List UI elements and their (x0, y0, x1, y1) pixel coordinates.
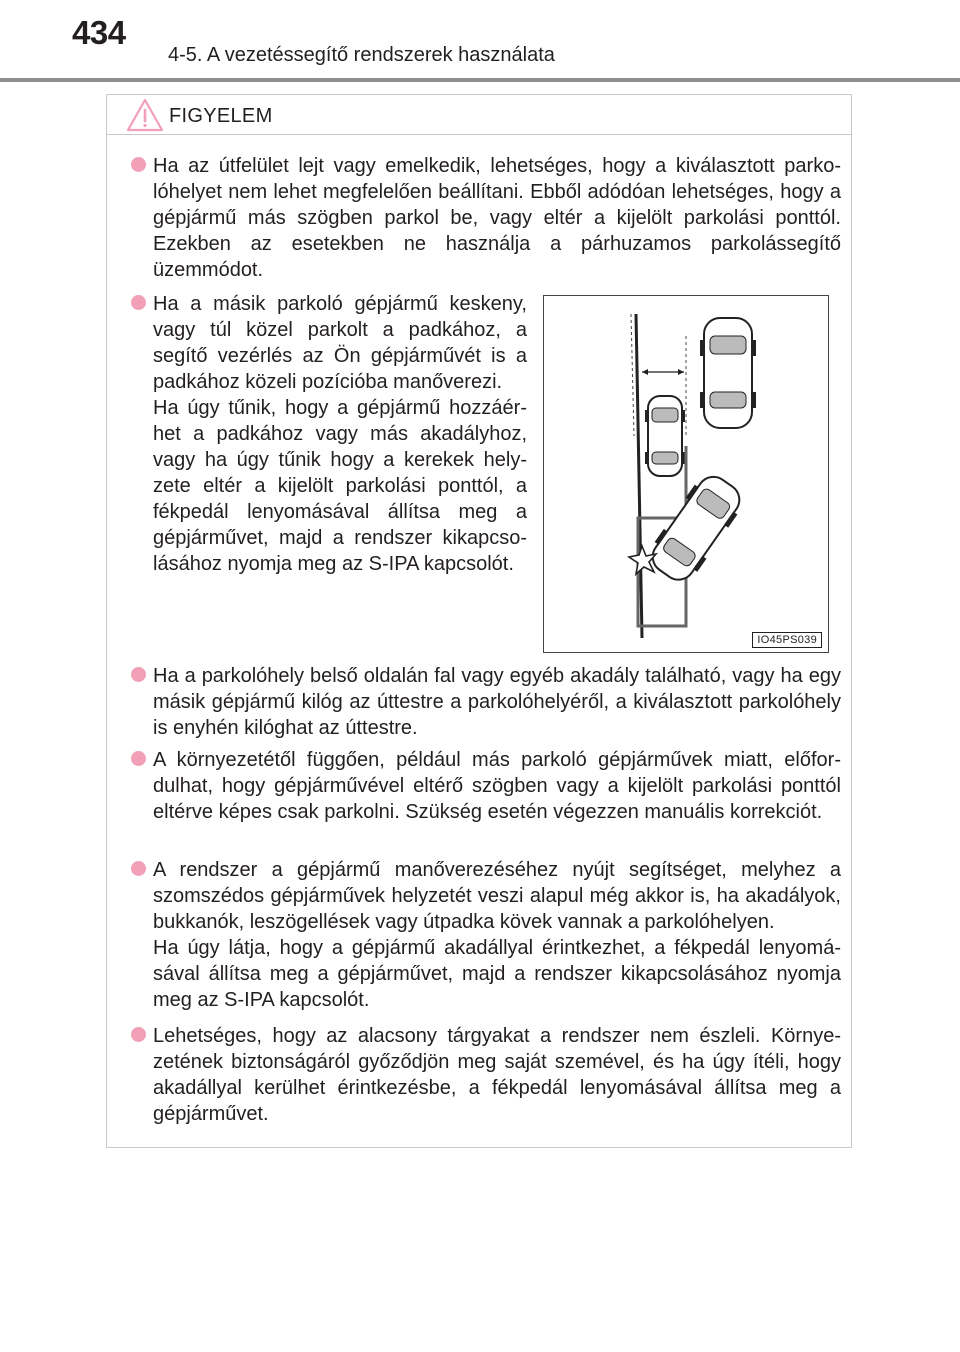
bullet-text: A környezetétől függően, például más parkoló gépjárművek miatt, előfordulhat, hogy gépjárművével eltérő szögben vagy a kijelölt parkolási ponttól eltérve képes csak parkolni. Szükség esetén végezzen manuális korrekciót. (153, 749, 841, 823)
bullet-text: Ha az útfelület lejt vagy emelkedik, lehetséges, hogy a kiválasztott parkolóhelyet nem lehet megfelelően beállítani. Ebből adódóan lehetséges, hogy a gépjármű más szögben parkol be, vagy eltér a kijelölt parkolási ponttól. Ezekben az esetekben ne használja a párhuzamos parkolássegítő üzemmódot. (153, 155, 841, 281)
bullet-text-continued: Ha úgy látja, hogy a gépjármű akadállyal érintkezhet, a fékpedál lenyomásával állítsa meg a gépjárművet, majd a rendszer kikapcsolásához nyomja meg az S-IPA kapcsolót. (153, 937, 841, 1011)
header-rule (0, 78, 960, 82)
bullet-dot (131, 667, 146, 682)
collision-star-icon (629, 546, 656, 574)
warning-bullet-3 (131, 663, 841, 741)
bullet-dot (131, 157, 146, 172)
bullet-text: Lehetséges, hogy az alacsony tárgyakat a rendszer nem észleli. Környezetének biztonságáról győződjön meg saját szemével, és ha úgy ítéli, hogy akadállyal kerülhet érintkezésbe, a fékpedál lenyomásával állítsa meg a gépjárművet. (153, 1025, 841, 1125)
warning-bullet-1 (131, 153, 841, 283)
warning-title: FIGYELEM (169, 105, 273, 127)
bullet-text: A rendszer a gépjármű manőverezéséhez nyújt segítséget, melyhez a szomszédos gépjárművek helyzetét veszi alapul még akkor is, ha akadályok, bukkanók, leszögellések vagy útpadka kövek vannak a parkolóhelyen. (153, 859, 841, 933)
figure-code: IO45PS039 (752, 632, 822, 648)
bullet-text-continued: Ha úgy tűnik, hogy a gépjármű hozzáérhet a padkához vagy más akadályhoz, vagy ha úgy tűnik hogy a kerekek helyzete eltér a kijelölt parkolási ponttól, a fékpedál lenyomásával állítsa meg a gépjárművet, majd a rendszer kikapcsolásához nyomja meg az S-IPA kapcsolót. (153, 397, 527, 575)
page-header (0, 0, 960, 80)
warning-triangle-icon (125, 97, 165, 133)
bullet-text: Ha a parkolóhely belső oldalán fal vagy egyéb akadály található, vagy ha egy másik gépjármű kilóg az úttestre a parkolóhelyéről, a kiválasztott parkolóhely is enyhén kilóghat az úttestre. (153, 665, 841, 739)
bullet-dot (131, 1027, 146, 1042)
own-car-angled (643, 468, 749, 588)
bullet-dot (131, 295, 146, 310)
bullet-text: Ha a másik parkoló gépjármű keskeny, vagy túl közel parkolt a padkához, a segítő vezérlés az Ön gépjárművét is a padkához közeli pozícióba manőverezi. (153, 293, 527, 393)
bullet-dot (131, 861, 146, 876)
parking-diagram (544, 296, 828, 652)
parking-illustration (543, 295, 829, 653)
bullet-dot (131, 751, 146, 766)
warning-bullet-5 (131, 857, 841, 1013)
parked-car-narrow (645, 396, 685, 476)
warning-box (106, 94, 852, 1148)
parked-car-right (700, 318, 756, 428)
section-title: 4-5. A vezetéssegítő rendszerek használata (168, 44, 555, 66)
warning-bullet-4 (131, 747, 841, 825)
warning-bullet-6 (131, 1023, 841, 1127)
warning-header (107, 95, 851, 135)
warning-bullet-2 (131, 291, 527, 577)
page-number: 434 (72, 14, 126, 51)
